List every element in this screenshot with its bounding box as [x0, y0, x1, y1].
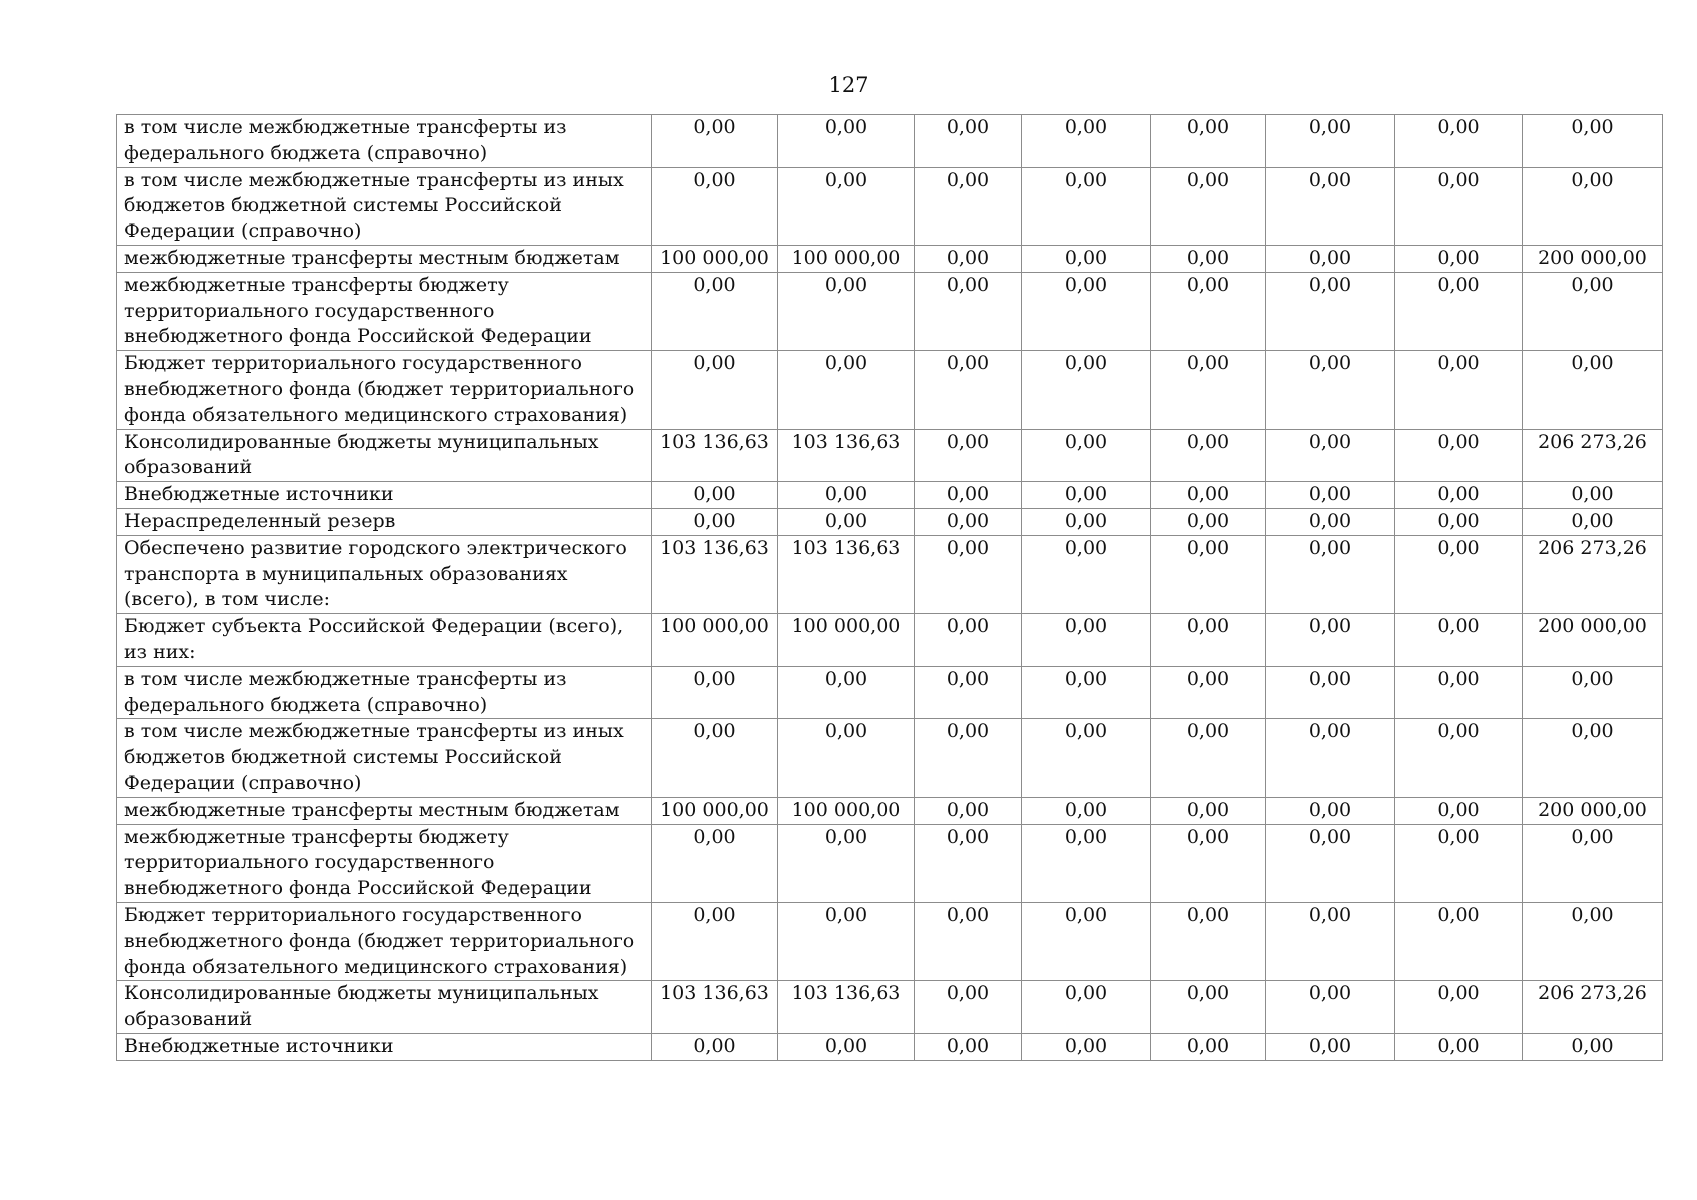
value-cell: 0,00 [652, 508, 778, 535]
value-cell: 0,00 [1151, 167, 1266, 245]
value-cell: 0,00 [1151, 482, 1266, 509]
value-cell: 103 136,63 [778, 429, 915, 482]
value-cell: 0,00 [1523, 482, 1663, 509]
value-cell: 0,00 [1022, 535, 1151, 613]
value-cell: 0,00 [915, 482, 1022, 509]
value-cell: 0,00 [1395, 508, 1523, 535]
value-cell: 0,00 [1395, 719, 1523, 797]
value-cell: 206 273,26 [1523, 981, 1663, 1034]
value-cell: 0,00 [1151, 824, 1266, 902]
value-cell: 103 136,63 [778, 981, 915, 1034]
row-label: в том числе межбюджетные трансферты из иных бюджетов бюджетной системы Российской Федерации (справочно) [117, 167, 652, 245]
value-cell: 0,00 [652, 115, 778, 168]
value-cell: 0,00 [1151, 115, 1266, 168]
value-cell: 0,00 [915, 508, 1022, 535]
value-cell: 100 000,00 [652, 245, 778, 272]
value-cell: 200 000,00 [1523, 614, 1663, 667]
value-cell: 0,00 [778, 719, 915, 797]
value-cell: 0,00 [1266, 824, 1395, 902]
value-cell: 0,00 [1151, 272, 1266, 350]
value-cell: 103 136,63 [652, 429, 778, 482]
value-cell: 0,00 [1395, 614, 1523, 667]
value-cell: 0,00 [778, 167, 915, 245]
value-cell: 0,00 [652, 272, 778, 350]
value-cell: 0,00 [1266, 482, 1395, 509]
table-row [117, 508, 1663, 535]
page-number: 127 [828, 73, 869, 97]
value-cell: 0,00 [1395, 902, 1523, 980]
value-cell: 0,00 [778, 1033, 915, 1060]
value-cell: 0,00 [915, 981, 1022, 1034]
value-cell: 0,00 [1266, 666, 1395, 719]
value-cell: 0,00 [1395, 1033, 1523, 1060]
value-cell: 0,00 [1395, 666, 1523, 719]
value-cell: 103 136,63 [652, 535, 778, 613]
value-cell: 0,00 [915, 719, 1022, 797]
value-cell: 200 000,00 [1523, 245, 1663, 272]
value-cell: 0,00 [778, 508, 915, 535]
value-cell: 100 000,00 [778, 245, 915, 272]
value-cell: 0,00 [1022, 666, 1151, 719]
table-row [117, 666, 1663, 719]
table-body [117, 115, 1663, 1061]
row-label: в том числе межбюджетные трансферты из федерального бюджета (справочно) [117, 115, 652, 168]
value-cell: 0,00 [1022, 614, 1151, 667]
value-cell: 0,00 [652, 482, 778, 509]
row-label: Консолидированные бюджеты муниципальных образований [117, 429, 652, 482]
table-row [117, 115, 1663, 168]
value-cell: 0,00 [1523, 508, 1663, 535]
row-label: Нераспределенный резерв [117, 508, 652, 535]
value-cell: 0,00 [652, 351, 778, 429]
value-cell: 0,00 [1151, 429, 1266, 482]
value-cell: 0,00 [1266, 508, 1395, 535]
value-cell: 0,00 [915, 902, 1022, 980]
value-cell: 0,00 [1266, 115, 1395, 168]
value-cell: 0,00 [1395, 981, 1523, 1034]
value-cell: 0,00 [652, 1033, 778, 1060]
row-label: в том числе межбюджетные трансферты из иных бюджетов бюджетной системы Российской Федерации (справочно) [117, 719, 652, 797]
table-row [117, 1033, 1663, 1060]
value-cell: 0,00 [1266, 245, 1395, 272]
value-cell: 0,00 [1022, 902, 1151, 980]
table-row [117, 482, 1663, 509]
value-cell: 0,00 [1151, 1033, 1266, 1060]
budget-table [116, 114, 1663, 1061]
row-label: Бюджет субъекта Российской Федерации (всего), из них: [117, 614, 652, 667]
value-cell: 0,00 [1266, 797, 1395, 824]
value-cell: 0,00 [652, 167, 778, 245]
value-cell: 0,00 [1395, 351, 1523, 429]
row-label: Бюджет территориального государственного внебюджетного фонда (бюджет территориального фонда обязательного медицинского страхования) [117, 902, 652, 980]
row-label: межбюджетные трансферты местным бюджетам [117, 245, 652, 272]
value-cell: 0,00 [652, 824, 778, 902]
value-cell: 0,00 [915, 535, 1022, 613]
table-row [117, 351, 1663, 429]
value-cell: 0,00 [778, 666, 915, 719]
row-label: Внебюджетные источники [117, 1033, 652, 1060]
value-cell: 0,00 [1022, 429, 1151, 482]
value-cell: 0,00 [1151, 535, 1266, 613]
value-cell: 0,00 [1523, 902, 1663, 980]
value-cell: 0,00 [778, 115, 915, 168]
table-row [117, 167, 1663, 245]
row-label: Бюджет территориального государственного внебюджетного фонда (бюджет территориального фонда обязательного медицинского страхования) [117, 351, 652, 429]
value-cell: 0,00 [1022, 115, 1151, 168]
value-cell: 0,00 [1523, 824, 1663, 902]
value-cell: 0,00 [652, 719, 778, 797]
value-cell: 0,00 [1266, 535, 1395, 613]
table-row [117, 429, 1663, 482]
value-cell: 0,00 [1151, 666, 1266, 719]
value-cell: 0,00 [915, 1033, 1022, 1060]
value-cell: 206 273,26 [1523, 535, 1663, 613]
value-cell: 0,00 [1266, 351, 1395, 429]
value-cell: 100 000,00 [778, 797, 915, 824]
value-cell: 0,00 [1022, 797, 1151, 824]
value-cell: 0,00 [1151, 981, 1266, 1034]
value-cell: 0,00 [1395, 824, 1523, 902]
value-cell: 103 136,63 [778, 535, 915, 613]
value-cell: 0,00 [1395, 245, 1523, 272]
value-cell: 0,00 [915, 824, 1022, 902]
table-row [117, 902, 1663, 980]
value-cell: 0,00 [1395, 272, 1523, 350]
value-cell: 0,00 [1266, 1033, 1395, 1060]
value-cell: 0,00 [1395, 797, 1523, 824]
row-label: межбюджетные трансферты бюджету территориального государственного внебюджетного фонда Российской Федерации [117, 824, 652, 902]
value-cell: 0,00 [778, 272, 915, 350]
value-cell: 0,00 [778, 482, 915, 509]
value-cell: 0,00 [1266, 167, 1395, 245]
value-cell: 0,00 [1022, 1033, 1151, 1060]
value-cell: 0,00 [1266, 614, 1395, 667]
value-cell: 0,00 [915, 797, 1022, 824]
value-cell: 0,00 [1523, 351, 1663, 429]
table-row [117, 981, 1663, 1034]
value-cell: 0,00 [1266, 719, 1395, 797]
value-cell: 200 000,00 [1523, 797, 1663, 824]
value-cell: 0,00 [1523, 719, 1663, 797]
row-label: Внебюджетные источники [117, 482, 652, 509]
table-row [117, 824, 1663, 902]
value-cell: 0,00 [1395, 115, 1523, 168]
table-row [117, 614, 1663, 667]
value-cell: 0,00 [1523, 272, 1663, 350]
value-cell: 0,00 [1022, 482, 1151, 509]
value-cell: 100 000,00 [652, 797, 778, 824]
value-cell: 0,00 [1022, 272, 1151, 350]
value-cell: 0,00 [915, 614, 1022, 667]
value-cell: 0,00 [1266, 981, 1395, 1034]
value-cell: 0,00 [1151, 508, 1266, 535]
table-row [117, 245, 1663, 272]
value-cell: 0,00 [1266, 902, 1395, 980]
value-cell: 0,00 [1022, 351, 1151, 429]
row-label: межбюджетные трансферты местным бюджетам [117, 797, 652, 824]
value-cell: 0,00 [1151, 614, 1266, 667]
table-row [117, 797, 1663, 824]
value-cell: 0,00 [1151, 719, 1266, 797]
value-cell: 0,00 [1523, 666, 1663, 719]
value-cell: 0,00 [1022, 508, 1151, 535]
value-cell: 0,00 [1022, 167, 1151, 245]
value-cell: 0,00 [778, 824, 915, 902]
value-cell: 0,00 [1266, 272, 1395, 350]
value-cell: 0,00 [1523, 167, 1663, 245]
value-cell: 0,00 [1395, 482, 1523, 509]
value-cell: 0,00 [1395, 535, 1523, 613]
value-cell: 0,00 [1151, 351, 1266, 429]
value-cell: 0,00 [652, 666, 778, 719]
value-cell: 0,00 [1022, 719, 1151, 797]
row-label: межбюджетные трансферты бюджету территориального государственного внебюджетного фонда Российской Федерации [117, 272, 652, 350]
row-label: Обеспечено развитие городского электрического транспорта в муниципальных образованиях (всего), в том числе: [117, 535, 652, 613]
value-cell: 0,00 [915, 429, 1022, 482]
value-cell: 0,00 [915, 666, 1022, 719]
value-cell: 0,00 [915, 167, 1022, 245]
value-cell: 0,00 [915, 272, 1022, 350]
table-row [117, 272, 1663, 350]
row-label: в том числе межбюджетные трансферты из федерального бюджета (справочно) [117, 666, 652, 719]
value-cell: 0,00 [1523, 115, 1663, 168]
value-cell: 0,00 [915, 245, 1022, 272]
value-cell: 206 273,26 [1523, 429, 1663, 482]
value-cell: 100 000,00 [652, 614, 778, 667]
value-cell: 0,00 [1022, 981, 1151, 1034]
value-cell: 0,00 [1151, 797, 1266, 824]
value-cell: 0,00 [1395, 167, 1523, 245]
value-cell: 100 000,00 [778, 614, 915, 667]
value-cell: 0,00 [1022, 245, 1151, 272]
row-label: Консолидированные бюджеты муниципальных образований [117, 981, 652, 1034]
value-cell: 0,00 [1395, 429, 1523, 482]
value-cell: 0,00 [652, 902, 778, 980]
value-cell: 0,00 [778, 351, 915, 429]
value-cell: 0,00 [778, 902, 915, 980]
value-cell: 103 136,63 [652, 981, 778, 1034]
value-cell: 0,00 [1151, 245, 1266, 272]
value-cell: 0,00 [1022, 824, 1151, 902]
table-row [117, 535, 1663, 613]
value-cell: 0,00 [915, 115, 1022, 168]
value-cell: 0,00 [1266, 429, 1395, 482]
table-row [117, 719, 1663, 797]
value-cell: 0,00 [1523, 1033, 1663, 1060]
value-cell: 0,00 [1151, 902, 1266, 980]
value-cell: 0,00 [915, 351, 1022, 429]
